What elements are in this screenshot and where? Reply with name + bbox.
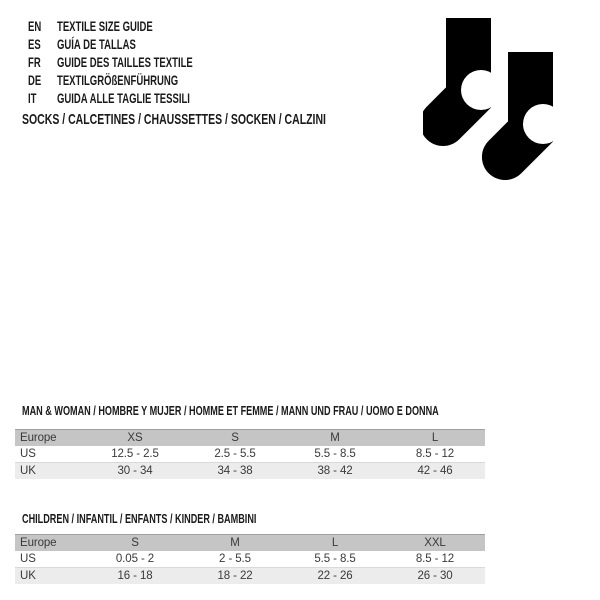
size-cell: 22 - 26: [317, 570, 353, 582]
column-header-size: L: [331, 537, 339, 549]
table-row-us: [15, 551, 485, 568]
size-cell: 2 - 5.5: [219, 553, 251, 565]
language-label: GUIDA ALLE TAGLIE TESSILI: [57, 90, 190, 106]
table-header-row: [15, 535, 485, 552]
size-cell: 8.5 - 12: [415, 448, 455, 460]
size-cell: 5.5 - 8.5: [314, 448, 356, 460]
column-header-region: Europe: [20, 432, 57, 444]
column-header-size: M: [230, 537, 240, 549]
size-table-section-children: [15, 511, 485, 584]
row-region: US: [20, 448, 36, 460]
column-header-region: Europe: [20, 537, 57, 549]
size-cell: 0.05 - 2: [115, 553, 155, 565]
table-title-children: CHILDREN / INFANTIL / ENFANTS / KINDER / BAMBINI: [22, 511, 257, 526]
sock-front: [482, 52, 558, 180]
table-row-us: [15, 446, 485, 463]
language-code: FR: [28, 54, 41, 70]
size-cell: 8.5 - 12: [415, 553, 455, 565]
row-region: US: [20, 553, 36, 565]
size-table-children: [15, 534, 485, 584]
column-header-size: S: [131, 537, 139, 549]
size-cell: 16 - 18: [117, 570, 153, 582]
size-cell: 42 - 46: [417, 465, 453, 477]
size-cell: 5.5 - 8.5: [314, 553, 356, 565]
column-header-size: M: [330, 432, 340, 444]
column-header-size: XXL: [424, 537, 446, 549]
size-table-man-woman: [15, 429, 485, 479]
column-header-size: L: [431, 432, 439, 444]
column-header-size: XS: [127, 432, 143, 444]
column-header-size: S: [231, 432, 239, 444]
language-label: GUIDE DES TAILLES TEXTILE: [57, 54, 193, 70]
size-cell: 2.5 - 5.5: [214, 448, 256, 460]
language-label: TEXTILGRÖßENFÜHRUNG: [57, 72, 179, 88]
size-cell: 30 - 34: [117, 465, 153, 477]
row-region: UK: [20, 570, 36, 582]
size-cell: 38 - 42: [317, 465, 353, 477]
size-cell: 34 - 38: [217, 465, 253, 477]
language-code: DE: [28, 72, 42, 88]
size-cell: 26 - 30: [417, 570, 453, 582]
table-header-row: [15, 430, 485, 447]
size-cell: 18 - 22: [217, 570, 253, 582]
table-row-uk: [15, 463, 485, 480]
size-table-section-man-woman: [15, 403, 485, 479]
language-code: ES: [28, 36, 41, 52]
table-row-uk: [15, 568, 485, 585]
category-heading: SOCKS / CALCETINES / CHAUSSETTES / SOCKEN / CALZINI: [22, 111, 326, 128]
language-label: GUÍA DE TALLAS: [57, 36, 136, 52]
language-code: IT: [28, 90, 37, 106]
table-title-man-woman: MAN & WOMAN / HOMBRE Y MUJER / HOMME ET FEMME / MANN UND FRAU / UOMO E DONNA: [22, 403, 439, 418]
socks-icon: [423, 18, 558, 180]
sock-back: [423, 18, 501, 146]
size-cell: 12.5 - 2.5: [111, 448, 159, 460]
row-region: UK: [20, 465, 36, 477]
language-label: TEXTILE SIZE GUIDE: [57, 18, 153, 34]
language-code: EN: [28, 18, 42, 34]
